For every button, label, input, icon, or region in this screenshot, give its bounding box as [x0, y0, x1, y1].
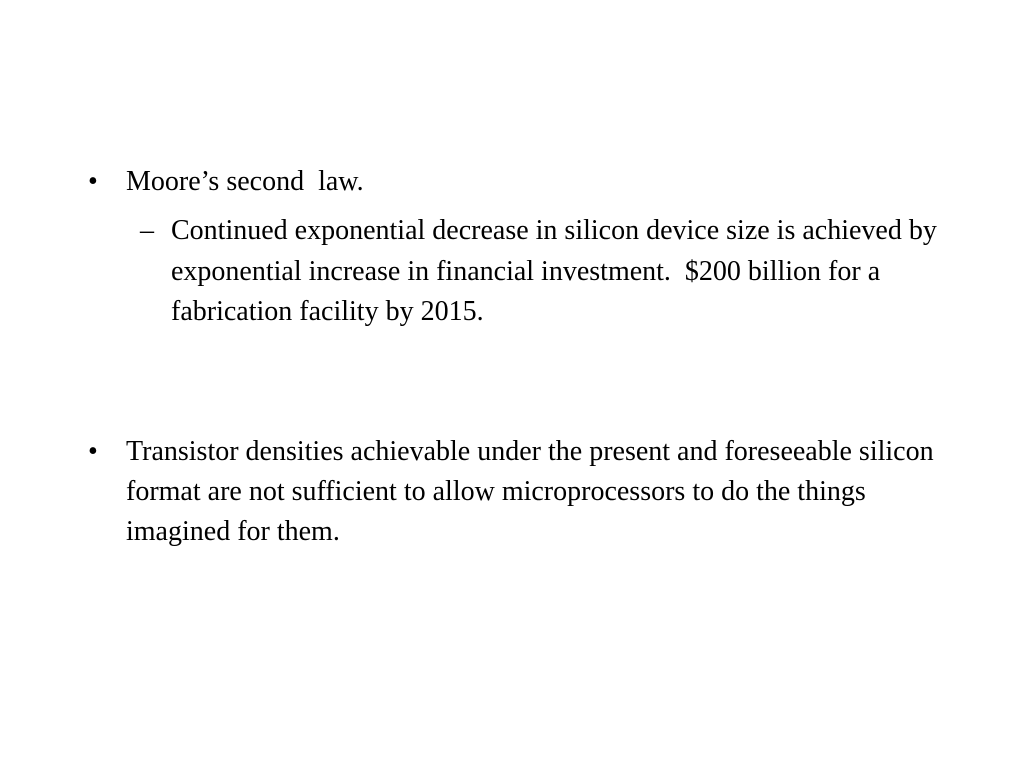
bullet-text: Transistor densities achievable under the present and foreseeable silicon format are not sufficient to allow microprocessors to do the things imagined for them.	[126, 436, 941, 547]
sub-bullet-text: Continued exponential decrease in silicon device size is achieved by exponential increase in financial investment. $200 billion for a fabrication facility by 2015.	[171, 215, 944, 327]
sub-bullet-item-investment	[140, 211, 944, 333]
bullet-marker: •	[88, 436, 98, 467]
bullet-item-moores-second-law	[88, 162, 948, 202]
bullet-text: Moore’s second law.	[126, 166, 364, 197]
sub-bullet-marker: –	[140, 215, 154, 246]
bullet-marker: •	[88, 166, 98, 197]
bullet-item-transistor-densities	[88, 432, 948, 552]
